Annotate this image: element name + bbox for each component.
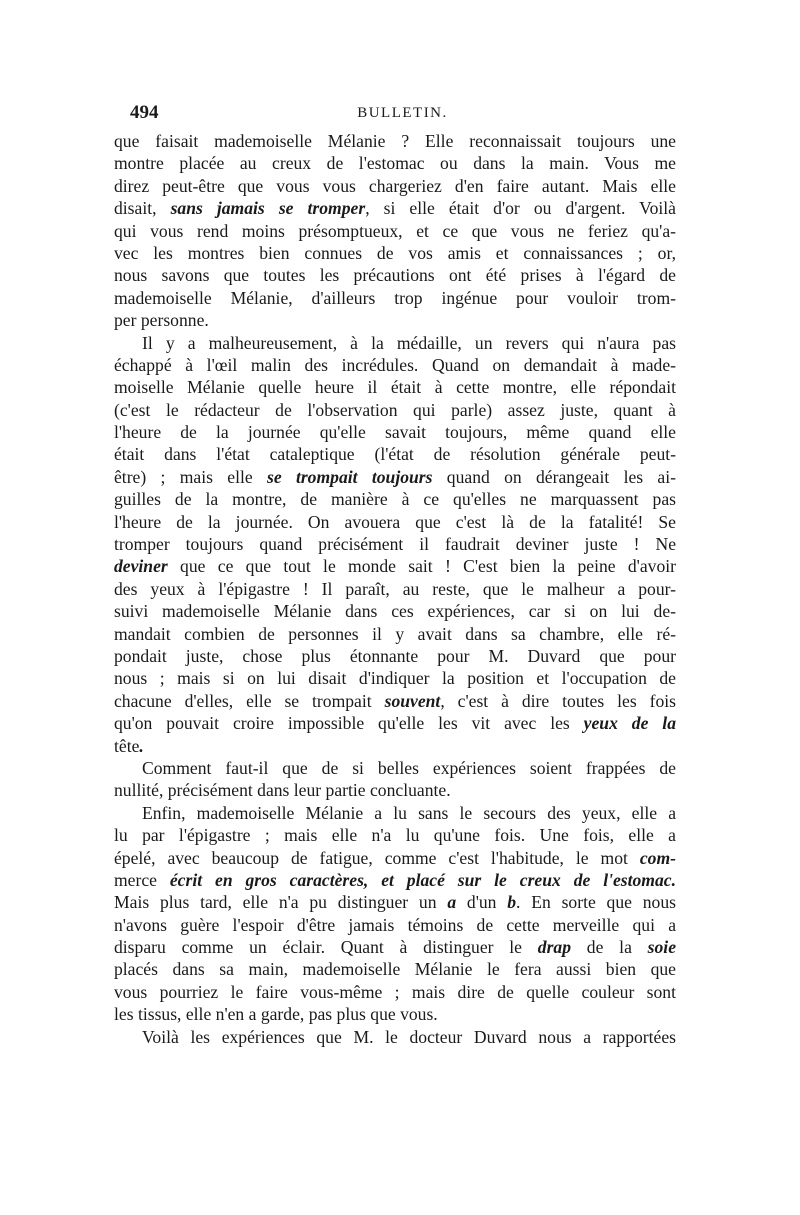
text-line: lu par l'épigastre ; mais elle n'a lu qu'une fois. Une fois, elle a — [114, 825, 676, 846]
text-line: qui vous rend moins présomptueux, et ce que vous ne feriez qu'a- — [114, 220, 676, 241]
text-line: deviner que ce que tout le monde sait ! C'est bien la peine d'avoir — [114, 556, 676, 577]
text-line: chacune d'elles, elle se trompait souvent, c'est à dire toutes les fois — [114, 690, 677, 711]
text-line: nullité, précisément dans leur partie concluante. — [114, 780, 451, 801]
text-line: nous savons que toutes les précautions ont été prises à l'égard de — [114, 265, 676, 286]
text-line: merce écrit en gros caractères, et placé sur le creux de l'estomac. — [114, 869, 676, 890]
text-line: des yeux à l'épigastre ! Il paraît, au reste, que le malheur a pour- — [114, 578, 676, 599]
text-line: (c'est le rédacteur de l'observation qui parle) assez juste, quant à — [114, 399, 676, 420]
page-number: 494 — [130, 102, 159, 123]
text-line: placés dans sa main, mademoiselle Mélanie le fera aussi bien que — [114, 959, 676, 980]
italic-emphasis: a — [447, 892, 457, 913]
text-line: pondait juste, chose plus étonnante pour M. Duvard que pour — [114, 645, 676, 666]
text-line: mademoiselle Mélanie, d'ailleurs trop ingénue pour vouloir trom- — [114, 287, 676, 308]
text-line: Mais plus tard, elle n'a pu distinguer un a d'un b. En sorte que nous — [114, 892, 676, 913]
text-line: tête. — [114, 735, 144, 756]
italic-emphasis: b — [507, 892, 517, 913]
text-line: disparu comme un éclair. Quant à distinguer le drap de la soie — [114, 937, 676, 958]
italic-emphasis: sans jamais se tromper — [170, 198, 366, 219]
italic-emphasis: com- — [639, 847, 676, 868]
text-line: qu'on pouvait croire impossible qu'elle les vit avec les yeux de la — [114, 713, 676, 734]
text-line: était dans l'état cataleptique (l'état de résolution générale peut- — [114, 444, 676, 465]
text-line: moiselle Mélanie quelle heure il était à cette montre, elle répondait — [114, 377, 676, 398]
italic-emphasis: drap — [537, 937, 572, 958]
text-line: Il y a malheureusement, à la médaille, un revers qui n'aura pas — [142, 332, 676, 353]
text-line: nous ; mais si on lui disait d'indiquer la position et l'occupation de — [114, 668, 676, 689]
text-line: tromper toujours quand précisément il faudrait deviner juste ! Ne — [114, 534, 676, 555]
italic-emphasis: yeux de la — [583, 713, 676, 734]
text-line: épelé, avec beaucoup de fatigue, comme c'est l'habitude, le mot com- — [114, 847, 676, 868]
text-line: être) ; mais elle se trompait toujours quand on dérangeait les ai- — [114, 466, 676, 487]
body-text — [114, 130, 676, 1048]
text-line: vec les montres bien connues de vos amis et connaissances ; or, — [114, 242, 676, 263]
text-line: per personne. — [114, 310, 209, 331]
text-line: montre placée au creux de l'estomac ou dans la main. Vous me — [114, 153, 676, 174]
text-line: que faisait mademoiselle Mélanie ? Elle reconnaissait toujours une — [114, 131, 676, 151]
page-header — [130, 102, 675, 126]
text-line: Voilà les expériences que M. le docteur Duvard nous a rapportées — [142, 1026, 676, 1047]
text-line: direz peut-être que vous vous chargeriez d'en faire autant. Mais elle — [114, 175, 676, 196]
italic-emphasis: . — [139, 735, 144, 756]
text-line: suivi mademoiselle Mélanie dans ces expériences, car si on lui de- — [114, 601, 676, 622]
italic-emphasis: souvent — [384, 690, 441, 711]
text-line: l'heure de la journée qu'elle savait toujours, même quand elle — [114, 422, 676, 443]
text-line: guilles de la montre, de manière à ce qu'elles ne marquassent pas — [114, 489, 676, 510]
italic-emphasis: soie — [647, 937, 676, 958]
text-line: n'avons guère l'espoir d'être jamais témoins de cette merveille qui a — [114, 914, 676, 935]
text-line: les tissus, elle n'en a garde, pas plus que vous. — [114, 1004, 438, 1025]
text-line: vous pourriez le faire vous-même ; mais dire de quelle couleur sont — [114, 981, 676, 1002]
text-line: Comment faut-il que de si belles expériences soient frappées de — [142, 757, 676, 778]
text-line: mandait combien de personnes il y avait dans sa chambre, elle ré- — [114, 623, 676, 644]
italic-emphasis: écrit en gros caractères, et placé sur le creux de l'estomac. — [156, 869, 676, 890]
italic-emphasis: se trompait toujours — [266, 466, 433, 487]
text-line: Enfin, mademoiselle Mélanie a lu sans le secours des yeux, elle a — [142, 802, 676, 823]
running-title: BULLETIN. — [357, 105, 448, 121]
text-line: l'heure de la journée. On avouera que c'est là de la fatalité! Se — [114, 511, 676, 532]
italic-emphasis: deviner — [114, 556, 168, 577]
text-line: disait, sans jamais se tromper, si elle était d'or ou d'argent. Voilà — [114, 198, 676, 219]
text-line: échappé à l'œil malin des incrédules. Quand on demandait à made- — [114, 354, 676, 375]
